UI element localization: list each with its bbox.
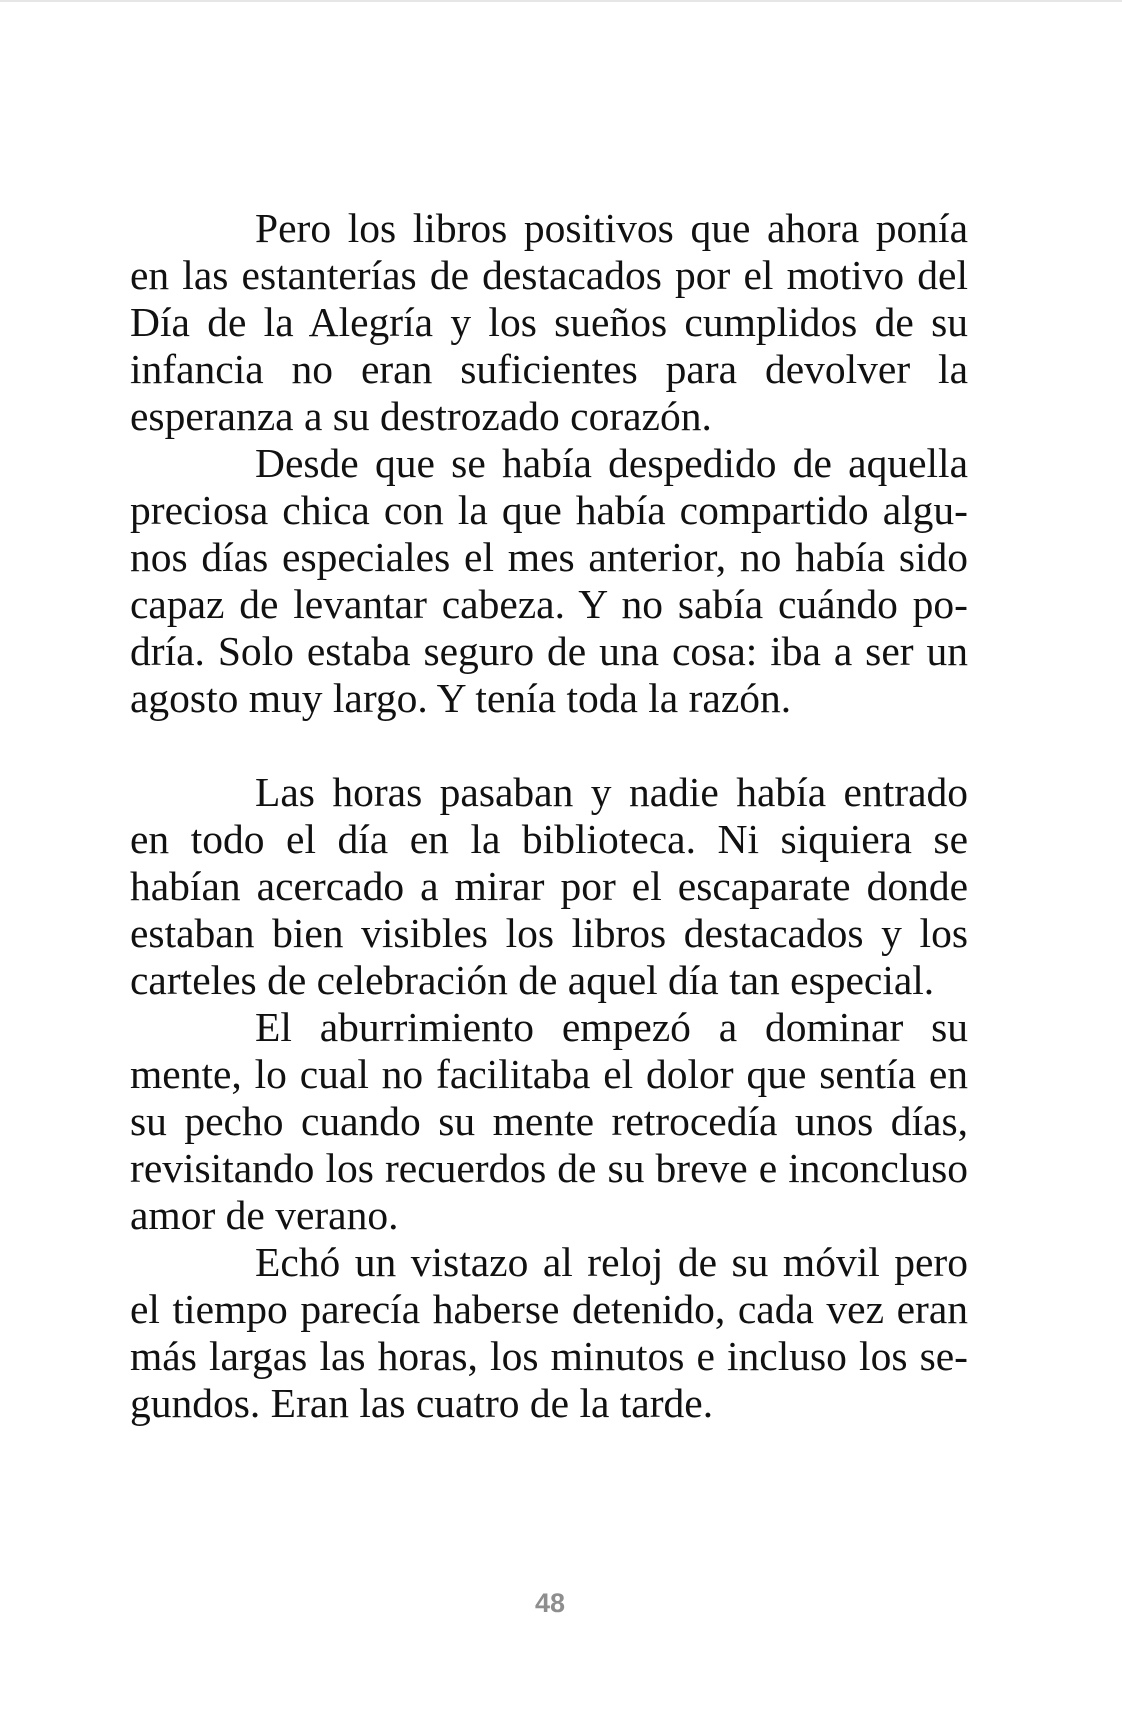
page-body-text bbox=[130, 205, 968, 1427]
paragraph-1: Pero los libros positivos que ahora ponía en las estanterías de destacados por el motivo del Día de la Alegría y los sueños cumplidos de su infancia no eran suficientes para devolver la esperanza a su destrozado corazón. bbox=[130, 205, 968, 439]
page-number: 48 bbox=[534, 1588, 566, 1618]
paragraph-3: Las horas pasaban y nadie había entrado en todo el día en la biblioteca. Ni siquiera se habían acercado a mirar por el escaparate donde estaban bien visibles los libros destacados y los carteles de celebración de aquel día tan especial. bbox=[130, 769, 968, 1003]
paragraph-2: Desde que se había despedido de aquella preciosa chica con la que había compartido algunos días especiales el mes anterior, no había sido capaz de levantar cabeza. Y no sabía cuándo podría. Solo estaba seguro de una cosa: iba a ser un agosto muy largo. Y tenía toda la razón. bbox=[130, 440, 968, 721]
scene-break bbox=[130, 722, 968, 769]
paragraph-5: Echó un vistazo al reloj de su móvil pero el tiempo parecía haberse detenido, cada vez eran más largas las horas, los minutos e incluso los segundos. Eran las cuatro de la tarde. bbox=[130, 1239, 968, 1426]
paragraph-4: El aburrimiento empezó a dominar su mente, lo cual no facilitaba el dolor que sentía en su pecho cuando su mente retrocedía unos días, revisitando los recuerdos de su breve e inconcluso amor de verano. bbox=[130, 1004, 968, 1238]
top-divider bbox=[0, 0, 1122, 2]
